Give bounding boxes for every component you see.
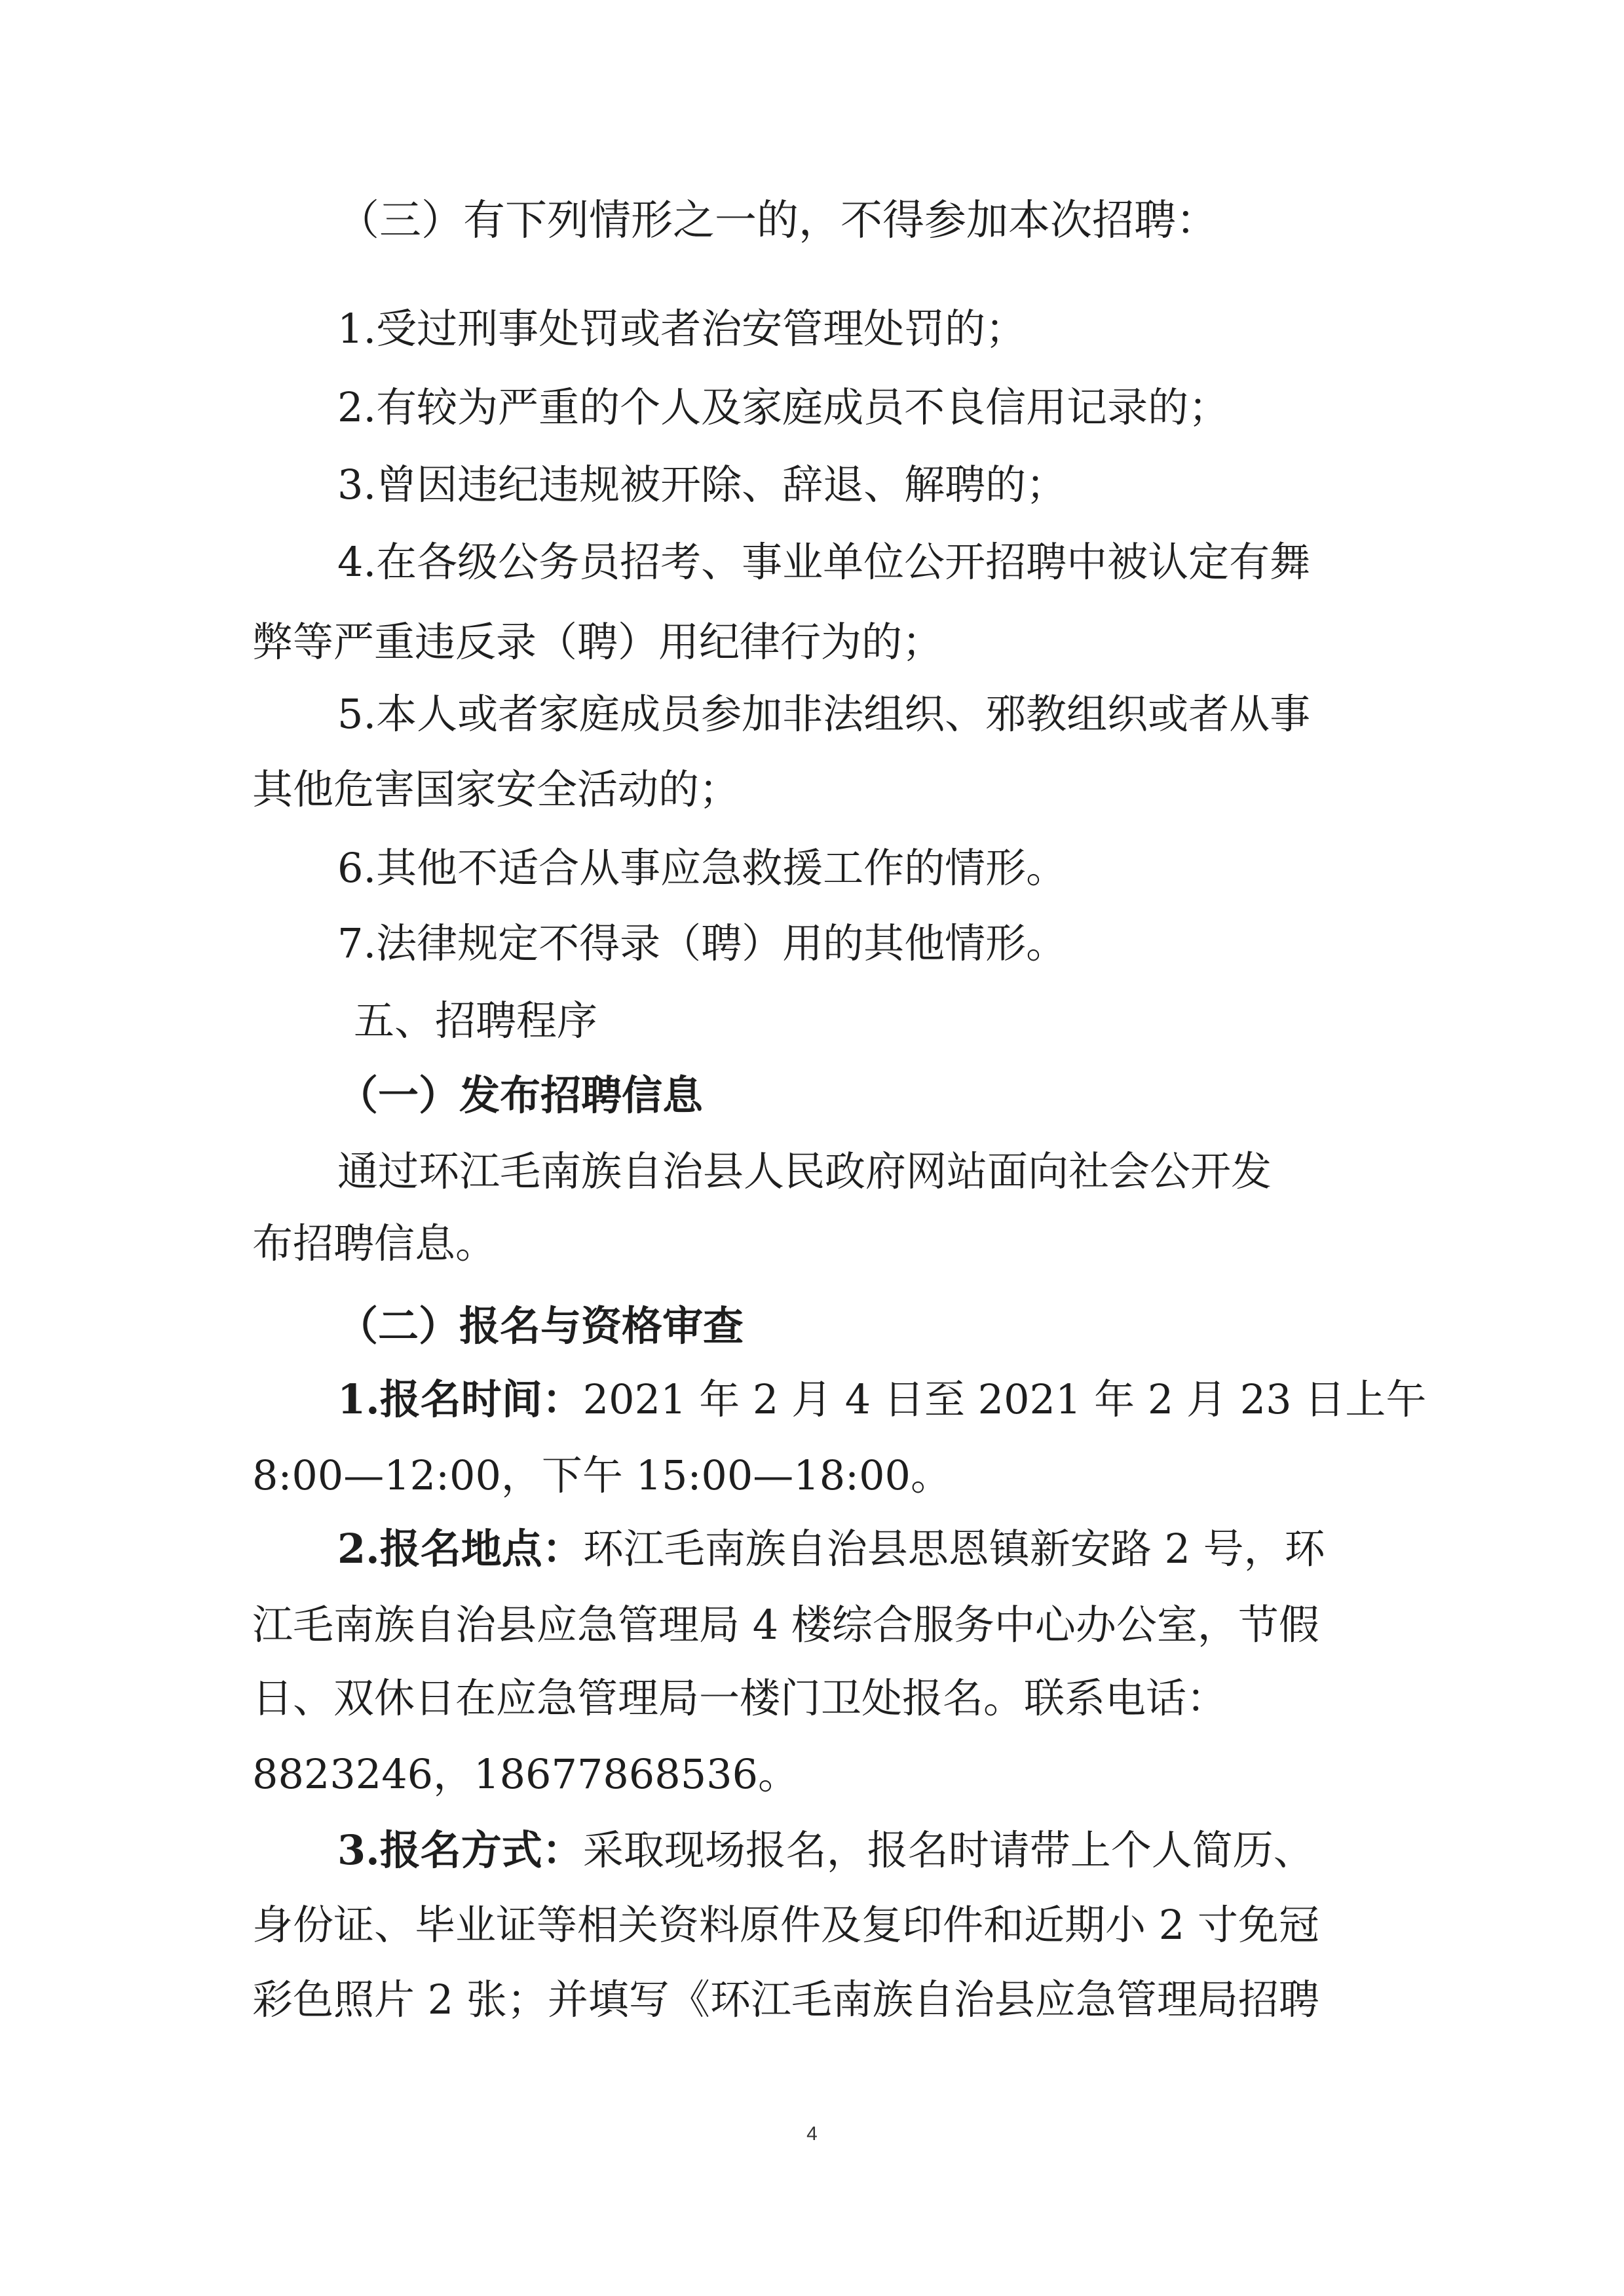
registration-location — [337, 1523, 1325, 1575]
registration-method — [337, 1824, 1314, 1877]
field-value: 采取现场报名，报名时请带上个人简历、 — [582, 1826, 1314, 1874]
list-item: 4.在各级公务员招考、事业单位公开招聘中被认定有舞 — [337, 538, 1311, 586]
list-item: 2.有较为严重的个人及家庭成员不良信用记录的； — [337, 383, 1230, 431]
list-item-continuation: 其他危害国家安全活动的； — [252, 765, 740, 813]
paragraph-line: 日、双休日在应急管理局一楼门卫处报名。联系电话： — [252, 1674, 1228, 1722]
section-heading-recruitment-procedure: 五、招聘程序 — [354, 997, 598, 1044]
field-label: 2.报名地点： — [337, 1525, 583, 1573]
list-item: 1.受过刑事处罚或者治安管理处罚的； — [337, 305, 1027, 353]
subsection-heading-publish-info: （一）发布招聘信息 — [337, 1071, 704, 1119]
field-label: 3.报名方式： — [337, 1826, 583, 1874]
paragraph-line: 通过环江毛南族自治县人民政府网站面向社会公开发 — [337, 1147, 1272, 1195]
paragraph-line: 彩色照片 2 张；并填写《环江毛南族自治县应急管理局招聘 — [252, 1976, 1319, 2023]
paragraph-line: 8:00—12:00，下午 15:00—18:00。 — [252, 1451, 951, 1499]
registration-time — [337, 1373, 1426, 1426]
subsection-heading-registration: （二）报名与资格审查 — [337, 1302, 744, 1350]
field-value: 环江毛南族自治县思恩镇新安路 2 号，环 — [582, 1525, 1325, 1573]
page-number: 4 — [806, 2123, 818, 2145]
contact-phones: 8823246，18677868536。 — [252, 1750, 799, 1798]
paragraph-line: 江毛南族自治县应急管理局 4 楼综合服务中心办公室，节假 — [252, 1601, 1319, 1649]
section-heading-disqualifications: （三）有下列情形之一的，不得参加本次招聘： — [337, 197, 1218, 245]
field-value: 2021 年 2 月 4 日至 2021 年 2 月 23 日上午 — [582, 1375, 1427, 1423]
field-label: 1.报名时间： — [337, 1375, 583, 1423]
list-item: 5.本人或者家庭成员参加非法组织、邪教组织或者从事 — [337, 690, 1311, 738]
list-item: 6.其他不适合从事应急救援工作的情形。 — [337, 844, 1067, 892]
list-item-continuation: 弊等严重违反录（聘）用纪律行为的； — [252, 618, 943, 666]
list-item: 7.法律规定不得录（聘）用的其他情形。 — [337, 919, 1067, 967]
paragraph-line: 身份证、毕业证等相关资料原件及复印件和近期小 2 寸免冠 — [252, 1901, 1319, 1949]
list-item: 3.曾因违纪违规被开除、辞退、解聘的； — [337, 461, 1067, 508]
paragraph-line: 布招聘信息。 — [252, 1219, 497, 1267]
